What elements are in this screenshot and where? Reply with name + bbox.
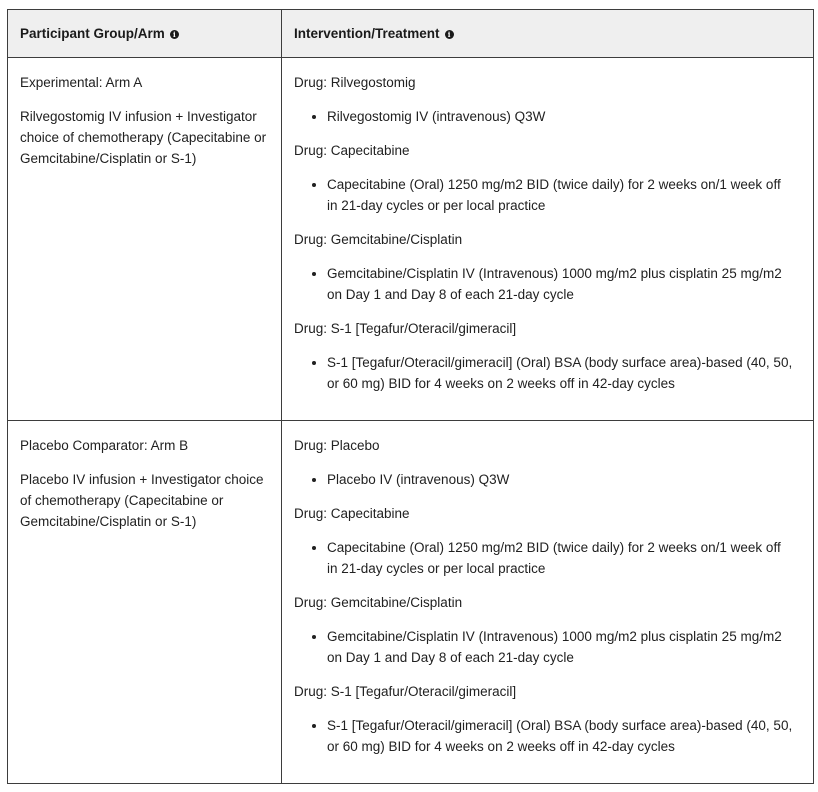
drug-detail: • Rilvegostomig IV (intravenous) Q3W xyxy=(327,106,801,127)
drug-detail-list xyxy=(294,106,801,127)
header-participant-group xyxy=(8,10,282,58)
drug-name: Drug: Gemcitabine/Cisplatin xyxy=(294,595,463,610)
table-row xyxy=(8,58,814,421)
arms-interventions-table xyxy=(7,9,814,784)
drug-name: Drug: Capecitabine xyxy=(294,506,410,521)
drug-detail: • Placebo IV (intravenous) Q3W xyxy=(327,469,801,490)
drug-name: Drug: Gemcitabine/Cisplatin xyxy=(294,232,463,247)
intervention-cell xyxy=(282,421,814,784)
group-description: Rilvegostomig IV infusion + Investigator choice of chemotherapy (Capecitabine or Gemcitabine/Cisplatin or S-1) xyxy=(20,109,267,166)
drug-detail-list xyxy=(294,174,801,216)
group-title: Experimental: Arm A xyxy=(20,75,143,90)
drug-detail-list xyxy=(294,626,801,668)
drug-detail: • Capecitabine (Oral) 1250 mg/m2 BID (twice daily) for 2 weeks on/1 week off in 21-day cycles or per local practice xyxy=(327,537,801,579)
participant-group-cell xyxy=(8,421,282,784)
arms-interventions-table-container xyxy=(7,9,814,784)
info-icon[interactable]: i xyxy=(445,30,454,39)
drug-detail: • S-1 [Tegafur/Oteracil/gimeracil] (Oral) BSA (body surface area)-based (40, 50, or 60 mg) BID for 4 weeks on 2 weeks off in 42-day cycles xyxy=(327,352,801,394)
table-row xyxy=(8,421,814,784)
drug-name: Drug: Rilvegostomig xyxy=(294,75,416,90)
header-intervention-treatment xyxy=(282,10,814,58)
drug-detail: • Gemcitabine/Cisplatin IV (Intravenous) 1000 mg/m2 plus cisplatin 25 mg/m2 on Day 1 and Day 8 of each 21-day cycle xyxy=(327,263,801,305)
drug-detail: • Capecitabine (Oral) 1250 mg/m2 BID (twice daily) for 2 weeks on/1 week off in 21-day cycles or per local practice xyxy=(327,174,801,216)
header-participant-group-label: Participant Group/Arm xyxy=(20,26,165,41)
table-header-row xyxy=(8,10,814,58)
drug-detail-list xyxy=(294,715,801,757)
intervention-cell xyxy=(282,58,814,421)
header-intervention-treatment-label: Intervention/Treatment xyxy=(294,26,440,41)
drug-detail-list xyxy=(294,263,801,305)
drug-detail-list xyxy=(294,469,801,490)
drug-name: Drug: Capecitabine xyxy=(294,143,410,158)
drug-detail-list xyxy=(294,352,801,394)
info-icon[interactable]: i xyxy=(170,30,179,39)
drug-name: Drug: S-1 [Tegafur/Oteracil/gimeracil] xyxy=(294,684,517,699)
group-title: Placebo Comparator: Arm B xyxy=(20,438,189,453)
participant-group-cell xyxy=(8,58,282,421)
drug-name: Drug: S-1 [Tegafur/Oteracil/gimeracil] xyxy=(294,321,517,336)
drug-detail: • S-1 [Tegafur/Oteracil/gimeracil] (Oral) BSA (body surface area)-based (40, 50, or 60 mg) BID for 4 weeks on 2 weeks off in 42-day cycles xyxy=(327,715,801,757)
drug-name: Drug: Placebo xyxy=(294,438,380,453)
group-description: Placebo IV infusion + Investigator choice of chemotherapy (Capecitabine or Gemcitabine/Cisplatin or S-1) xyxy=(20,472,264,529)
drug-detail-list xyxy=(294,537,801,579)
drug-detail: • Gemcitabine/Cisplatin IV (Intravenous) 1000 mg/m2 plus cisplatin 25 mg/m2 on Day 1 and Day 8 of each 21-day cycle xyxy=(327,626,801,668)
